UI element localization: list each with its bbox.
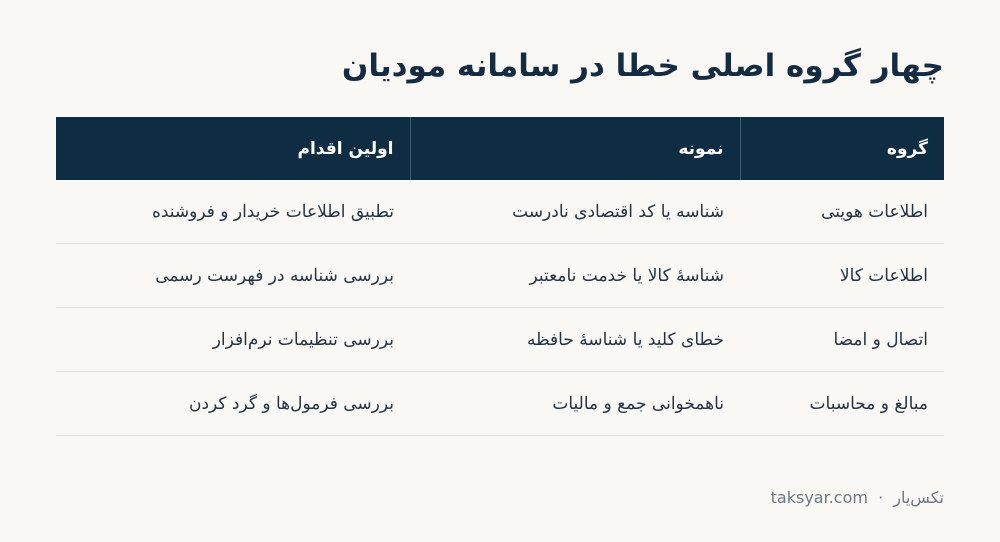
table-row [56, 244, 944, 308]
cell-example: خطای کلید یا شناسهٔ حافظه [410, 308, 740, 372]
footer-credit [771, 488, 944, 507]
footer-separator: · [878, 488, 884, 507]
cell-first-action: تطبیق اطلاعات خریدار و فروشنده [56, 180, 410, 244]
cell-example: شناسهٔ کالا یا خدمت نامعتبر [410, 244, 740, 308]
footer-site-link[interactable]: taksyar.com [770, 488, 868, 507]
cell-first-action: بررسی تنظیمات نرم‌افزار [56, 308, 410, 372]
column-header-group: گروه [740, 117, 944, 180]
error-groups-table [56, 117, 944, 436]
cell-group: اطلاعات هویتی [740, 180, 944, 244]
footer-brand: تکس‌یار [893, 488, 944, 507]
column-header-example: نمونه [410, 117, 740, 180]
table-row [56, 308, 944, 372]
column-header-first-action: اولین اقدام [56, 117, 410, 180]
cell-group: مبالغ و محاسبات [740, 372, 944, 436]
page [56, 0, 944, 542]
cell-example: ناهمخوانی جمع و مالیات [410, 372, 740, 436]
table-row [56, 372, 944, 436]
cell-group: اتصال و امضا [740, 308, 944, 372]
table-header-row [56, 117, 944, 180]
table-row [56, 180, 944, 244]
cell-first-action: بررسی شناسه در فهرست رسمی [56, 244, 410, 308]
cell-first-action: بررسی فرمول‌ها و گرد کردن [56, 372, 410, 436]
cell-group: اطلاعات کالا [740, 244, 944, 308]
page-title: چهار گروه اصلی خطا در سامانه مودیان [341, 48, 944, 84]
cell-example: شناسه یا کد اقتصادی نادرست [410, 180, 740, 244]
